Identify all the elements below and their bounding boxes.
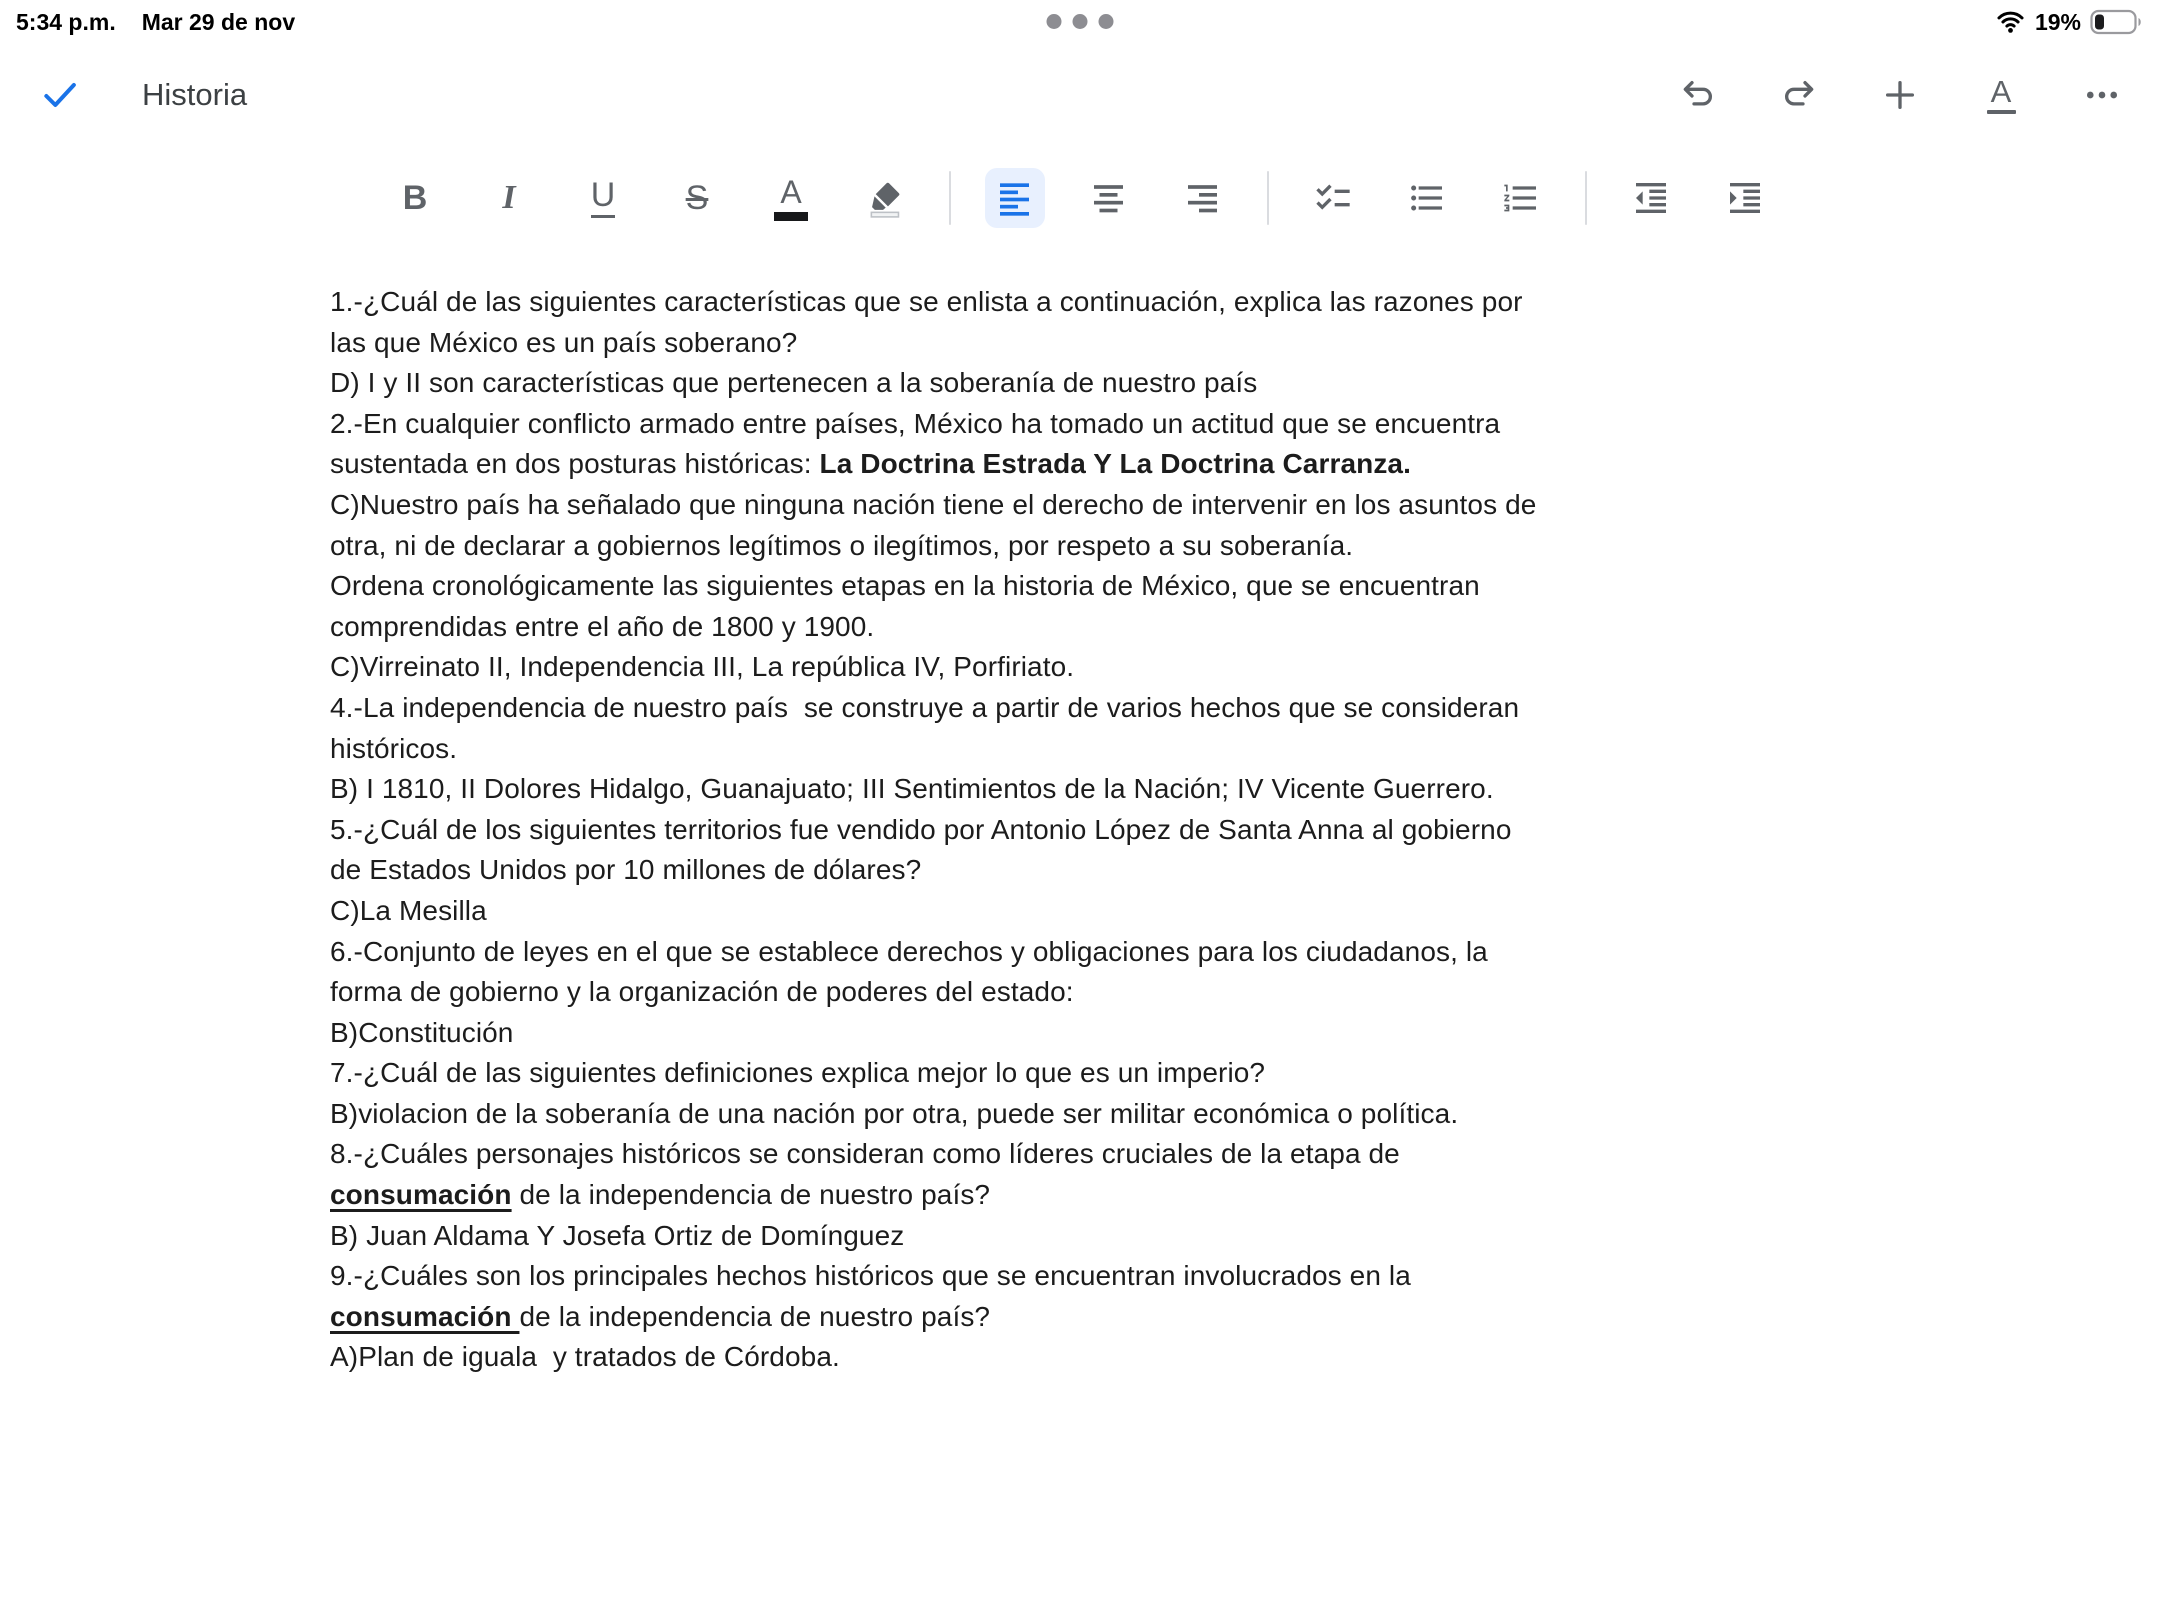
- bulleted-list-button[interactable]: [1397, 168, 1457, 228]
- checklist-icon: [1313, 178, 1353, 218]
- document-title: Historia: [142, 77, 248, 112]
- indent-icon: [1725, 178, 1765, 218]
- highlighter-icon: [864, 177, 906, 219]
- insert-button[interactable]: [1880, 75, 1920, 115]
- battery-percent: 19%: [2034, 8, 2081, 35]
- paragraph[interactable]: 6.-Conjunto de leyes en el que se establece derechos y obligaciones para los ciudadanos, la forma de gobierno y la organización de poderes del estado:: [330, 935, 1496, 1008]
- bold-button[interactable]: [385, 168, 445, 228]
- done-button[interactable]: [40, 75, 80, 115]
- status-date: Mar 29 de nov: [141, 8, 296, 35]
- formatting-toolbar: [0, 164, 2160, 232]
- dot: [1073, 14, 1088, 29]
- status-bar: [0, 0, 2160, 44]
- align-right-button[interactable]: [1173, 168, 1233, 228]
- redo-button[interactable]: [1779, 75, 1819, 115]
- paragraph[interactable]: C)Nuestro país ha señalado que ninguna nación tiene el derecho de intervenir en los asuntos de otra, ni de declarar a gobiernos legítimos o ilegítimos, por respeto a su soberanía.: [330, 488, 1545, 561]
- highlight-button[interactable]: [855, 168, 915, 228]
- align-left-icon: [995, 178, 1035, 218]
- undo-icon: [1679, 76, 1717, 114]
- toolbar-separator: [1585, 171, 1587, 225]
- italic-button[interactable]: [479, 168, 539, 228]
- check-icon: [40, 75, 80, 115]
- plus-icon: [1881, 76, 1919, 114]
- numbered-list-button[interactable]: [1491, 168, 1551, 228]
- text-color-button[interactable]: [761, 168, 821, 228]
- text-color-icon: A: [774, 176, 808, 221]
- app-header: [0, 44, 2160, 146]
- paragraph[interactable]: 5.-¿Cuál de los siguientes territorios fue vendido por Antonio López de Santa Anna al gobierno de Estados Unidos por 10 millones de dólares?: [330, 813, 1520, 886]
- outdent-button[interactable]: [1621, 168, 1681, 228]
- paragraph[interactable]: 2.-En cualquier conflicto armado entre países, México ha tomado un actitud que se encuentra sustentada en dos posturas históricas: La Doctrina Estrada Y La Doctrina Carranza.: [330, 407, 1509, 480]
- toolbar-separator: [949, 171, 951, 225]
- numbered-list-icon: [1501, 178, 1541, 218]
- more-button[interactable]: [2082, 75, 2122, 115]
- dot: [1047, 14, 1062, 29]
- paragraph[interactable]: B) I 1810, II Dolores Hidalgo, Guanajuato; III Sentimientos de la Nación; IV Vicente Guerrero.: [330, 773, 1494, 805]
- clock: 5:34 p.m.: [16, 8, 116, 35]
- paragraph[interactable]: D) I y II son características que pertenecen a la soberanía de nuestro país: [330, 367, 1258, 399]
- more-dots-icon: [2083, 76, 2121, 114]
- strikethrough-icon: S: [685, 179, 709, 217]
- wifi-icon: [1995, 10, 2026, 34]
- paragraph[interactable]: C)Virreinato II, Independencia III, La república IV, Porfiriato.: [330, 651, 1075, 683]
- align-right-icon: [1183, 178, 1223, 218]
- paragraph[interactable]: C)La Mesilla: [330, 894, 487, 926]
- redo-icon: [1780, 76, 1818, 114]
- format-text-icon: A: [1987, 76, 2016, 114]
- format-button[interactable]: [1981, 75, 2021, 115]
- dot: [1099, 14, 1114, 29]
- paragraph[interactable]: Ordena cronológicamente las siguientes etapas en la historia de México, que se encuentran comprendidas entre el año de 1800 y 1900.: [330, 570, 1488, 642]
- paragraph[interactable]: 7.-¿Cuál de las siguientes definiciones explica mejor lo que es un imperio?: [330, 1057, 1266, 1089]
- paragraph[interactable]: 4.-La independencia de nuestro país se construye a partir de varios hechos que se consideran históricos.: [330, 691, 1528, 764]
- paragraph[interactable]: 1.-¿Cuál de las siguientes características que se enlista a continuación, explica las razones por las que México es un país soberano?: [330, 286, 1531, 358]
- bulleted-list-icon: [1407, 178, 1447, 218]
- multitasking-dots[interactable]: [1047, 14, 1114, 29]
- paragraph[interactable]: B)Constitución: [330, 1016, 514, 1048]
- underline-icon: U: [591, 178, 616, 218]
- paragraph[interactable]: B) Juan Aldama Y Josefa Ortiz de Domínguez: [330, 1219, 905, 1251]
- undo-button[interactable]: [1678, 75, 1718, 115]
- checklist-button[interactable]: [1303, 168, 1363, 228]
- align-center-button[interactable]: [1079, 168, 1139, 228]
- battery-icon: [2090, 9, 2144, 35]
- bold-icon: B: [402, 179, 428, 217]
- document-body[interactable]: [330, 282, 1545, 1378]
- strikethrough-button[interactable]: [667, 168, 727, 228]
- outdent-icon: [1631, 178, 1671, 218]
- paragraph[interactable]: A)Plan de iguala y tratados de Córdoba.: [330, 1341, 840, 1373]
- italic-icon: I: [502, 179, 516, 216]
- paragraph[interactable]: 9.-¿Cuáles son los principales hechos históricos que se encuentran involucrados en la consumación de la independencia de nuestro país?: [330, 1260, 1419, 1332]
- underline-button[interactable]: [573, 168, 633, 228]
- indent-button[interactable]: [1715, 168, 1775, 228]
- paragraph[interactable]: 8.-¿Cuáles personajes históricos se consideran como líderes cruciales de la etapa de consumación de la independencia de nuestro país?: [330, 1138, 1408, 1211]
- align-center-icon: [1089, 178, 1129, 218]
- paragraph[interactable]: B)violacion de la soberanía de una nación por otra, puede ser militar económica o política.: [330, 1097, 1459, 1129]
- align-left-button[interactable]: [985, 168, 1045, 228]
- toolbar-separator: [1267, 171, 1269, 225]
